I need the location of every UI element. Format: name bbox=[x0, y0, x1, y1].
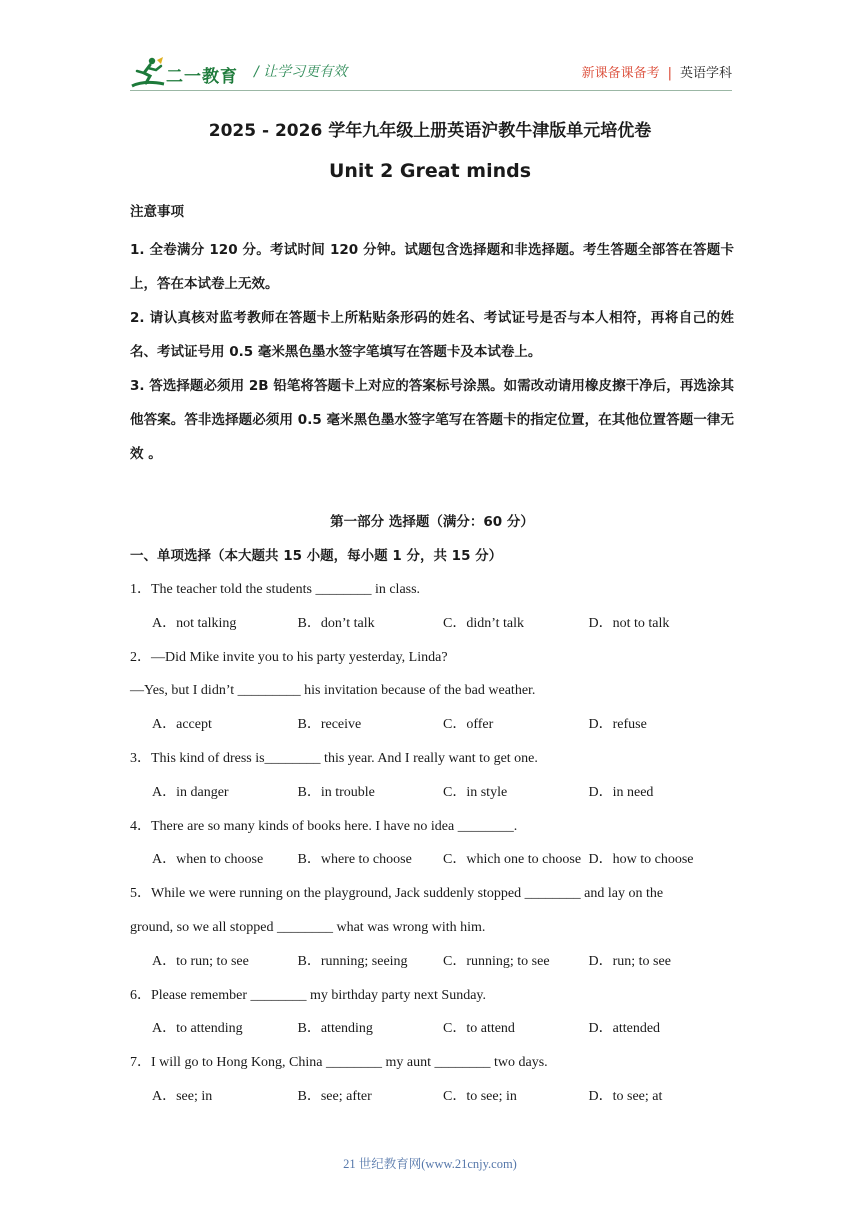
logo-text: 二一教育 bbox=[166, 67, 238, 87]
slogan: / 让学习更有效 bbox=[254, 64, 348, 80]
options-row bbox=[130, 708, 734, 742]
question bbox=[130, 810, 734, 878]
option-a: A．when to choose bbox=[152, 852, 264, 868]
question-stem: 3．This kind of dress is________ this year. And I really want to get one. bbox=[130, 750, 538, 766]
option-b: B．don’t talk bbox=[297, 615, 375, 631]
option-b: B．see; after bbox=[297, 1088, 372, 1104]
option-a: A．see; in bbox=[152, 1088, 213, 1104]
question-stem: 6．Please remember ________ my birthday party next Sunday. bbox=[130, 987, 487, 1003]
exam-title: 2025 - 2026 学年九年级上册英语沪教牛津版单元培优卷 bbox=[208, 121, 652, 141]
part-title: 一、单项选择（本大题共 15 小题，每小题 1 分，共 15 分） bbox=[130, 548, 503, 564]
question bbox=[130, 573, 734, 641]
option-d: D．attended bbox=[588, 1021, 661, 1037]
option-b: B．running; seeing bbox=[297, 953, 408, 969]
question bbox=[130, 742, 734, 810]
option-d: D．refuse bbox=[588, 717, 647, 733]
options-row bbox=[130, 843, 734, 877]
header-rule bbox=[130, 90, 732, 91]
option-c: C．didn’t talk bbox=[443, 615, 525, 631]
section-title: 第一部分 选择题（满分：60 分） bbox=[330, 514, 534, 530]
logo bbox=[130, 56, 240, 90]
question-stem-line: —Yes, but I didn’t _________ his invitation because of the bad weather. bbox=[130, 683, 536, 699]
option-a: A．to run; to see bbox=[152, 953, 249, 969]
notice-title: 注意事项 bbox=[130, 204, 184, 220]
question bbox=[130, 877, 734, 978]
question-stem-line: ground, so we all stopped ________ what was wrong with him. bbox=[130, 919, 486, 935]
option-b: B．in trouble bbox=[297, 784, 375, 800]
page-header bbox=[130, 56, 732, 90]
option-c: C．offer bbox=[443, 717, 494, 733]
question-stem: 5．While we were running on the playground, Jack suddenly stopped ________ and lay on the bbox=[130, 886, 664, 902]
question-stem: 1．The teacher told the students ________ in class. bbox=[130, 582, 421, 597]
header-separator: | bbox=[667, 66, 672, 81]
option-c: C．running; to see bbox=[443, 953, 550, 969]
notice-item: 3. 答选择题必须用 2B 铅笔将答题卡上对应的答案标号涂黑。如需改动请用橡皮擦干净后，再选涂其他答案。答非选择题必须用 0.5 毫米黑色墨水签字笔写在答题卡的指定位置，在其他位置答题一律无效 。 bbox=[130, 378, 734, 462]
option-a: A．to attending bbox=[152, 1021, 243, 1037]
notice-item: 1. 全卷满分 120 分。考试时间 120 分钟。试题包含选择题和非选择题。考生答题全部答在答题卡上，答在本试卷上无效。 bbox=[130, 242, 734, 292]
option-d: D．to see; at bbox=[588, 1088, 663, 1104]
page-footer: 21 世纪教育网(www.21cnjy.com) bbox=[343, 1157, 517, 1171]
question-stem: 2．—Did Mike invite you to his party yesterday, Linda? bbox=[130, 649, 448, 665]
option-b: B．where to choose bbox=[297, 852, 412, 868]
header-tags bbox=[582, 62, 732, 81]
options-row bbox=[130, 945, 734, 979]
option-c: C．which one to choose bbox=[443, 852, 582, 868]
header-tag-subject: 英语学科 bbox=[679, 66, 732, 81]
notice-item: 2. 请认真核对监考教师在答题卡上所粘贴条形码的姓名、考试证号是否与本人相符，再将自己的姓名、考试证号用 0.5 毫米黑色墨水签字笔填写在答题卡及本试卷上。 bbox=[130, 310, 734, 360]
option-b: B．receive bbox=[297, 717, 362, 733]
question bbox=[130, 1046, 734, 1114]
question bbox=[130, 979, 734, 1047]
options-row bbox=[130, 1012, 734, 1046]
unit-title: Unit 2 Great minds bbox=[328, 160, 532, 182]
option-d: D．run; to see bbox=[588, 953, 671, 969]
option-d: D．not to talk bbox=[588, 615, 670, 631]
option-b: B．attending bbox=[297, 1021, 373, 1037]
option-a: A．not talking bbox=[152, 615, 237, 631]
question bbox=[130, 641, 734, 742]
option-c: C．to attend bbox=[443, 1021, 515, 1037]
option-a: A．in danger bbox=[152, 784, 229, 800]
option-d: D．in need bbox=[588, 784, 654, 800]
option-c: C．in style bbox=[443, 784, 508, 800]
options-row bbox=[130, 776, 734, 810]
option-c: C．to see; in bbox=[443, 1088, 517, 1104]
question-stem: 4．There are so many kinds of books here. I have no idea ________. bbox=[130, 818, 518, 834]
options-row bbox=[130, 1080, 734, 1114]
options-row bbox=[130, 607, 734, 641]
question-stem: 7．I will go to Hong Kong, China ________ my aunt ________ two days. bbox=[130, 1055, 548, 1071]
header-tag-prep: 新课备课备考 bbox=[581, 66, 660, 81]
exam-body bbox=[130, 199, 734, 1114]
option-a: A．accept bbox=[152, 717, 212, 733]
runner-logo-icon bbox=[130, 56, 166, 90]
option-d: D．how to choose bbox=[588, 852, 694, 868]
